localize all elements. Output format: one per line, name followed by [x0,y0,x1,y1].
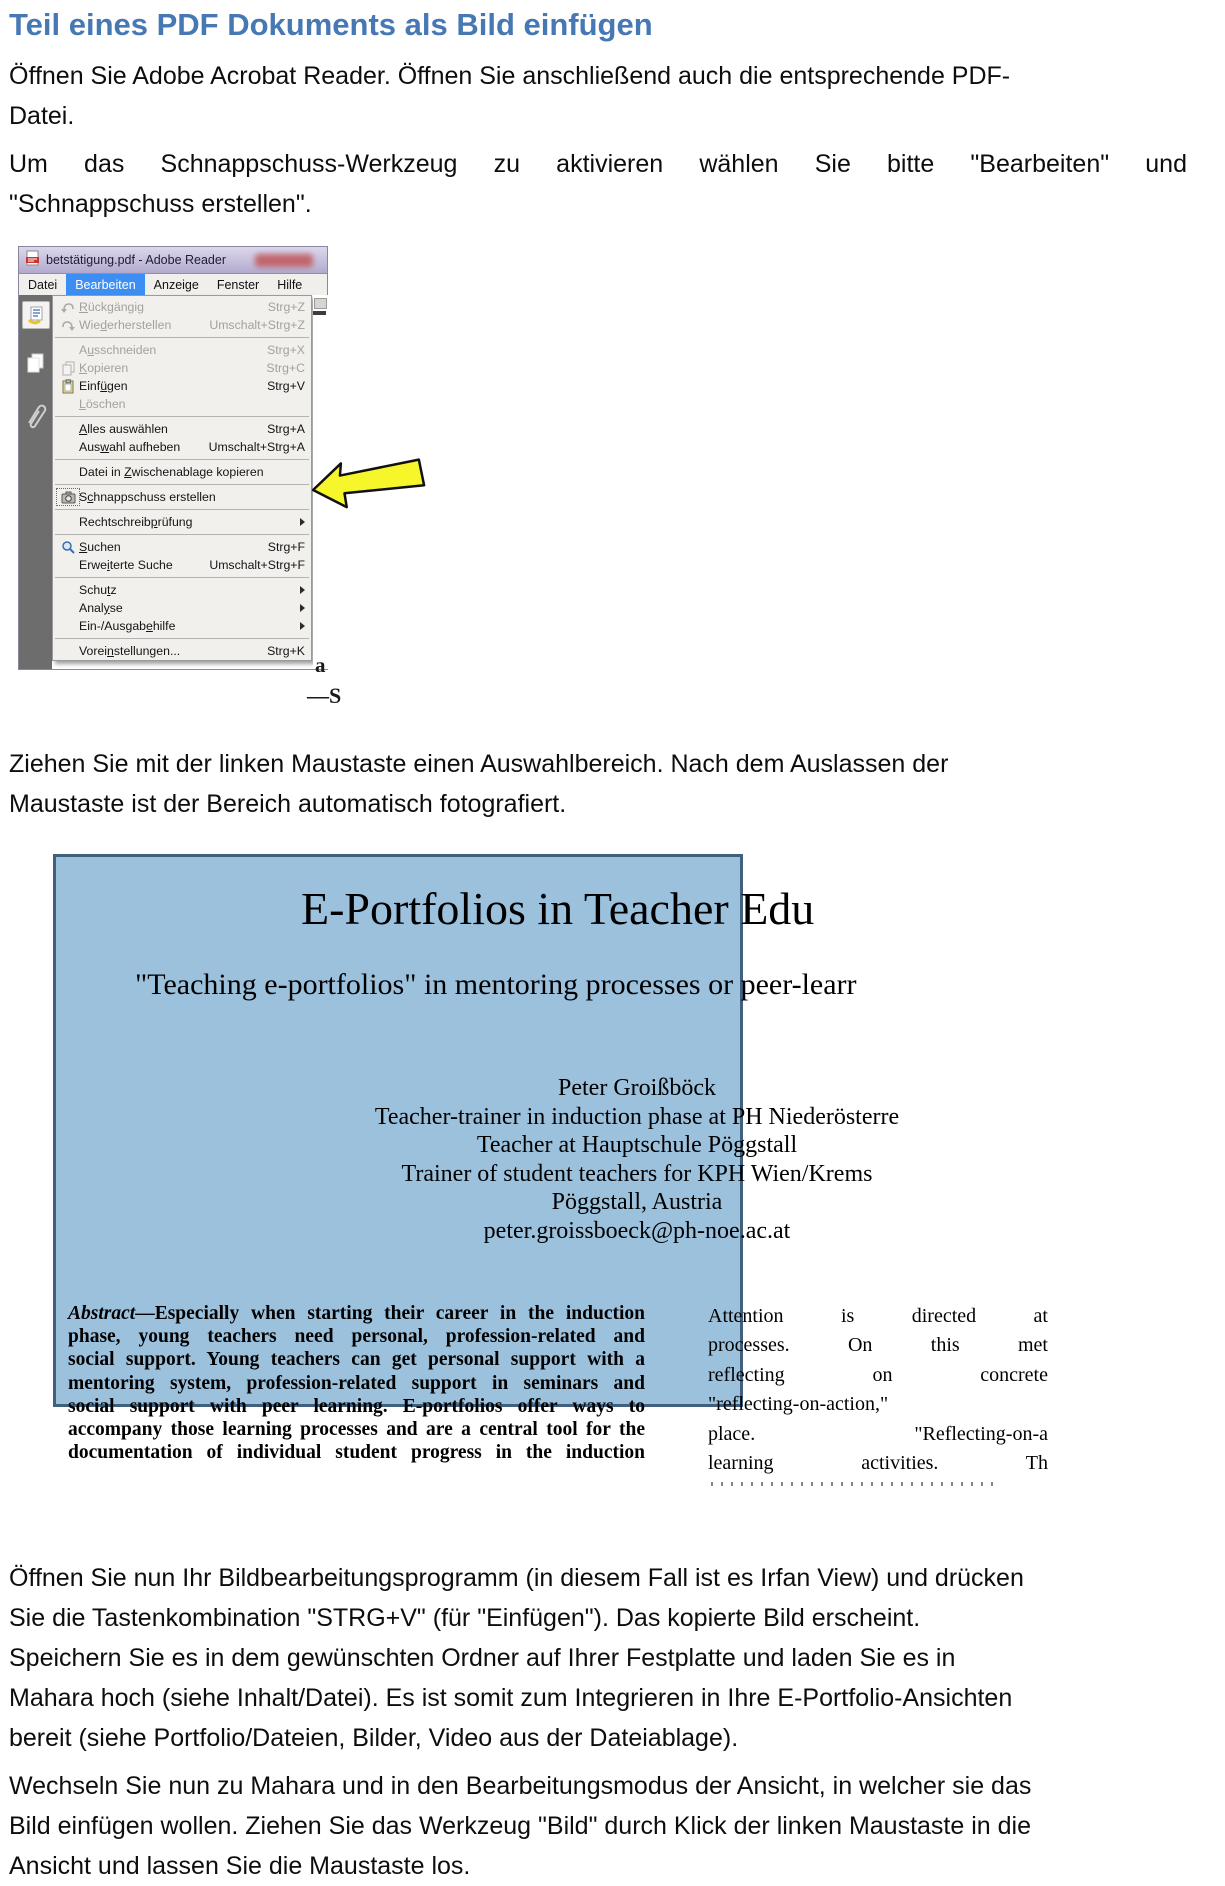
menu-item-analyse[interactable] [53,599,311,617]
menu-separator [55,509,309,510]
menu-item-label: Wiederherstellen [79,318,172,332]
author-role: Teacher-trainer in induction phase at PH Niederösterre [374,1103,900,1130]
author-location: Pöggstall, Austria [551,1189,723,1215]
right-column-line: reflecting on concrete [708,1363,1048,1386]
menu-item-wiederherstellen[interactable] [53,316,311,334]
menu-item-shortcut: Umschalt+Strg+A [208,440,305,454]
menu-item-rechtschreibpruefung[interactable] [53,513,311,531]
hidden-text-fragment: a [315,653,326,677]
copy-icon [57,360,79,376]
menu-separator [55,484,309,485]
adobe-reader-window-screenshot [18,246,342,708]
abstract-label: Abstract [68,1303,136,1324]
window-controls-blur [255,254,313,267]
clipped-text-line [711,1482,996,1486]
menu-item-label: Auswahl aufheben [79,440,181,454]
paragraph-drag-selection: Ziehen Sie mit der linken Maustaste einen Auswahlbereich. Nach dem Auslassen der Maustaste ist der Bereich automatisch fotografiert. [9,750,949,818]
menu-item-label: Schutz [79,583,117,597]
menu-item-erweiterte-suche[interactable] [53,556,311,574]
menu-item-shortcut: Strg+X [267,343,305,357]
menubar-item-bearbeiten[interactable]: Bearbeiten [66,274,144,295]
abstract-line: Abstract—Especially when starting their career in the induction [68,1303,645,1324]
paragraph-open-reader: Öffnen Sie Adobe Acrobat Reader. Öffnen Sie anschließend auch die entsprechende PDF- Datei. [9,62,1011,130]
search-icon [57,539,79,555]
undo-icon [57,299,79,315]
right-column-line: processes. On this met [708,1334,1048,1357]
menu-separator [55,416,309,417]
menu-item-shortcut: Umschalt+Strg+Z [209,318,305,332]
paste-icon [57,378,79,394]
menu-item-shortcut: Strg+A [267,422,305,436]
window-titlebar[interactable] [19,247,327,274]
menu-item-datei-zwischenablage[interactable] [53,463,311,481]
author-name: Peter Groißböck [558,1075,716,1101]
abstract-line: documentation of individual student progress in the induction [68,1442,645,1464]
menubar [19,274,327,295]
author-role: Trainer of student teachers for KPH Wien/Krems [401,1160,873,1187]
print-icon[interactable] [22,301,50,329]
hidden-text-fragment: —S [307,683,342,708]
menu-separator [55,534,309,535]
menu-item-label: Erweiterte Suche [79,558,173,572]
menu-separator [55,337,309,338]
menu-item-label: Ein-/Ausgabehilfe [79,619,176,633]
redo-icon [57,317,79,333]
menu-item-loeschen[interactable] [53,395,311,413]
abstract-line: phase, young teachers need personal, profession-related and [68,1326,645,1348]
window-title: betstätigung.pdf - Adobe Reader [46,253,226,267]
menubar-item-datei[interactable]: Datei [28,277,58,292]
menu-item-label: Suchen [79,540,121,554]
submenu-arrow-icon [300,518,305,526]
menu-item-label: Rückgängig [79,300,144,314]
menu-item-label: Löschen [79,397,126,411]
menubar-item-fenster[interactable]: Fenster [216,277,260,292]
menu-item-shortcut: Strg+Z [267,300,305,314]
menu-separator [55,459,309,460]
menubar-item-anzeige[interactable]: Anzeige [153,277,199,292]
abstract-line: social support. Young teachers can get personal support with a [68,1349,645,1371]
paper-title: E-Portfolios in Teacher Edu [301,883,815,934]
submenu-arrow-icon [300,586,305,594]
author-role: Teacher at Hauptschule Pöggstall [476,1132,798,1158]
toolbar-fragment [313,311,326,315]
right-column-line: learning activities. Th [708,1452,1048,1475]
right-column-line: "reflecting-on-action," [708,1393,889,1416]
menu-item-shortcut: Umschalt+Strg+F [209,558,305,572]
paperclip-icon[interactable] [23,399,47,429]
right-column-line: Attention is directed at [708,1305,1048,1327]
menu-item-voreinstellungen[interactable] [53,642,311,660]
abstract-line: social support with peer learning. E-portfolios offer ways to [68,1395,645,1417]
menu-separator [55,577,309,578]
menu-item-einfuegen[interactable] [53,377,311,395]
page-title: Teil eines PDF Dokuments als Bild einfügen [9,7,653,42]
menu-separator [55,638,309,639]
menu-item-schutz[interactable] [53,581,311,599]
menu-item-label: Kopieren [79,361,129,375]
abstract-line: mentoring system, profession-related support in seminars and [68,1372,645,1394]
menu-item-label: Datei in Zwischenablage kopieren [79,465,264,479]
menu-item-ein-ausgabehilfe[interactable] [53,617,311,635]
menu-item-shortcut: Strg+V [267,379,305,393]
menu-item-label: Alles auswählen [79,422,168,436]
paper-right-column [708,1302,1048,1478]
author-email: peter.groissboeck@ph-noe.ac.at [483,1217,791,1244]
abstract-line: accompany those learning processes and are a central tool for the [68,1419,645,1441]
menu-item-label: Schnappschuss erstellen [79,490,216,504]
paragraph-mahara: Wechseln Sie nun zu Mahara und in den Bearbeitungsmodus der Ansicht, in welcher sie das Bild einfügen wollen. Ziehen Sie das Werkzeug "Bild" durch Klick der linken Maustaste in die Ansicht und lassen Sie die Maustaste los. [9,1772,1032,1880]
menu-item-rueckgaengig[interactable] [53,298,311,316]
menu-item-label: Einfügen [79,379,128,393]
menu-item-label: Voreinstellungen... [79,644,181,658]
pages-icon[interactable] [23,351,47,375]
paper-author-block [51,1074,1223,1245]
submenu-arrow-icon [300,604,305,612]
menu-item-suchen[interactable] [53,538,311,556]
paper-subtitle: "Teaching e-portfolios" in mentoring processes or peer-learr [135,968,857,1001]
menu-item-label: Rechtschreibprüfung [79,515,193,529]
edit-dropdown-menu [52,295,312,661]
menu-item-auswahl-aufheben[interactable] [53,438,311,456]
yellow-left-arrow-annotation [309,454,431,519]
camera-icon [57,489,79,505]
left-toolbar [19,295,52,669]
toolbar-fragment [314,298,327,309]
submenu-arrow-icon [300,622,305,630]
menu-item-shortcut: Strg+C [266,361,305,375]
abstract-column [68,1302,645,1464]
menu-item-label: Ausschneiden [79,343,157,357]
menubar-item-hilfe[interactable]: Hilfe [277,277,303,292]
paragraph-activate-snapshot: Um das Schnappschuss-Werkzeug zu aktivieren wählen Sie bitte "Bearbeiten" und "Schnappschuss erstellen". [9,150,1187,218]
menu-item-ausschneiden[interactable] [53,341,311,359]
paragraph-image-editor: Öffnen Sie nun Ihr Bildbearbeitungsprogramm (in diesem Fall ist es Irfan View) und drücken Sie die Tastenkombination "STRG+V" (für "Einfügen"). Das kopierte Bild erscheint. Speichern Sie es in dem gewünschten Ordner auf Ihrer Festplatte und laden Sie es in Mahara hoch (siehe Inhalt/Datei). Es ist somit zum Integrieren in Ihre E-Portfolio-Ansichten bereit (siehe Portfolio/Dateien, Bilder, Video aus der Dateiablage). [9,1564,1024,1752]
right-column-line: place. "Reflecting-on-a [708,1422,1048,1445]
pdf-paper-screenshot [51,852,1048,1492]
menu-item-kopieren[interactable] [53,359,311,377]
menu-item-shortcut: Strg+F [267,540,305,554]
menu-item-schnappschuss-erstellen[interactable] [53,488,311,506]
pdf-file-icon [25,250,40,271]
menu-item-label: Analyse [79,601,123,615]
menu-item-alles-auswaehlen[interactable] [53,420,311,438]
menu-item-shortcut: Strg+K [267,644,305,658]
